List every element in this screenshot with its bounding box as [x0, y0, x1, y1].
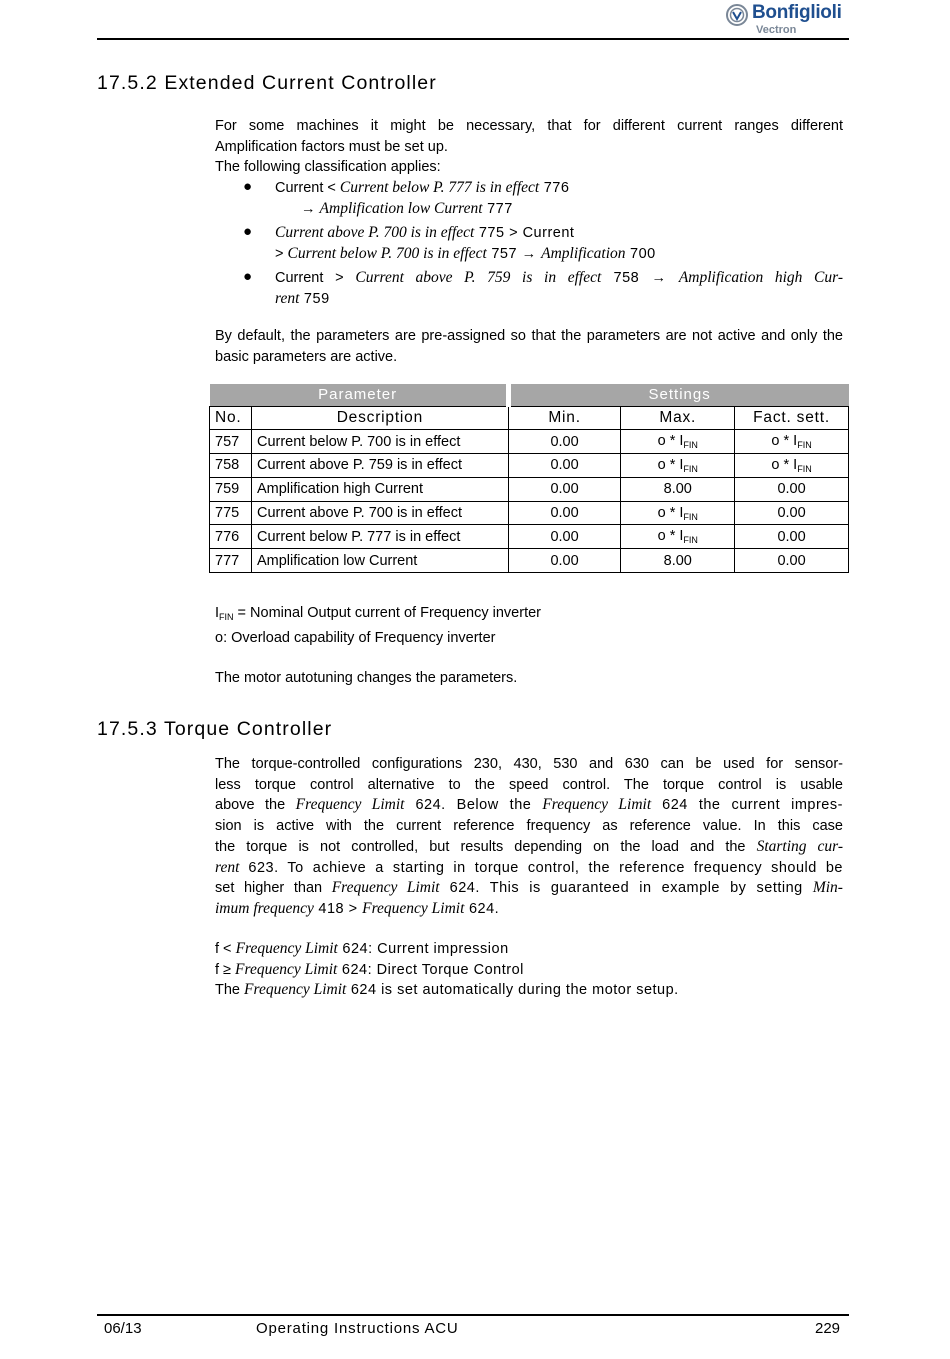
table-row: 759 Amplification high Current 0.00 8.00 0.00 [210, 477, 849, 501]
brand-sub: Vectron [756, 24, 797, 36]
table-band-row [210, 384, 849, 406]
table-row: 775 Current above P. 700 is in effect 0.00 o * $I_{FIN}$ 0.00 [210, 501, 849, 525]
bullet-3: Current > Current above P. 759 is in effect 758 → Amplification high Cur- rent 759 [275, 269, 844, 307]
section-title-extended-current: 17.5.2 Extended Current Controller [97, 72, 437, 94]
band-parameter: Parameter [210, 384, 509, 406]
bullet-2-line-2: > Current below P. 700 is in effect 757 → Amplification 700 [275, 245, 656, 262]
table-row: 757 Current below P. 700 is in effect 0.00 o * $I_{FIN}$ o * $I_{FIN}$ [210, 430, 849, 454]
col-header: Fact. sett. [735, 406, 849, 430]
note-overload: o: Overload capability of Frequency inverter [215, 630, 496, 646]
col-header: Max. [621, 406, 735, 430]
bonfiglioli-logo-icon [726, 4, 748, 26]
footer-date: 06/13 [104, 1320, 142, 1337]
brand-logo [726, 2, 851, 38]
table-row: 777 Amplification low Current 0.00 8.00 0.00 [210, 549, 849, 573]
footer-title: Operating Instructions ACU [256, 1320, 459, 1337]
table-row: 758 Current above P. 759 is in effect 0.00 o * $I_{FIN}$ o * $I_{FIN}$ [210, 454, 849, 478]
section-title-torque-controller: 17.5.3 Torque Controller [97, 718, 333, 740]
col-header: Description [251, 406, 508, 430]
parameter-table [209, 384, 849, 573]
bullet-2-line-1: Current above P. 700 is in effect 775 > Current [275, 224, 575, 241]
intro-text: For some machines it might be necessary, that for different current ranges different Amplification factors must be set up. The following classification applies: [215, 118, 843, 176]
header-rule [97, 38, 849, 40]
col-header: Min. [508, 406, 621, 430]
torque-paragraph: The torque-controlled configurations 230, 430, 530 and 630 can be used for sensor- less torque control alternative to the speed control. The torque control is usable above the Frequency Limit 624. Below the Frequency Limit 624 the current impres- sion is active with the current reference frequency as reference value. In this case the torque is not controlled, but results depending on the load and the Starting cur- rent 623. To achieve a starting in torque control, the reference frequency should be set higher than Frequency Limit 624. This is guaranteed in example by setting Min- imum frequency 418 > Frequency Limit 624. [215, 756, 843, 917]
bullet-1-line-2: → Amplification low Current 777 [301, 200, 513, 217]
default-text: By default, the parameters are pre-assigned so that the parameters are not active and only the basic parameters are active. [215, 328, 843, 365]
bullet-1-line-1: Current < Current below P. 777 is in effect 776 [275, 179, 570, 196]
frequency-limit-lines: f < Frequency Limit 624: Current impression f ≥ Frequency Limit 624: Direct Torque Control The Frequency Limit 624 is set automatically during the motor setup. [215, 940, 679, 999]
bullet-dot: ● [243, 268, 253, 285]
band-settings: Settings [508, 384, 848, 406]
note-ifin: $I_{FIN}$ = Nominal Output current of Frequency inverter [215, 605, 541, 622]
footer-rule [97, 1314, 849, 1316]
col-header: No. [210, 406, 252, 430]
table-header-row [210, 406, 849, 430]
footer-page-number: 229 [815, 1320, 841, 1337]
bullet-dot: ● [243, 178, 253, 195]
bullet-dot: ● [243, 223, 253, 240]
note-autotuning: The motor autotuning changes the parameters. [215, 670, 518, 686]
table-row: 776 Current below P. 777 is in effect 0.00 o * $I_{FIN}$ 0.00 [210, 525, 849, 549]
brand-name: Bonfiglioli [752, 2, 842, 23]
